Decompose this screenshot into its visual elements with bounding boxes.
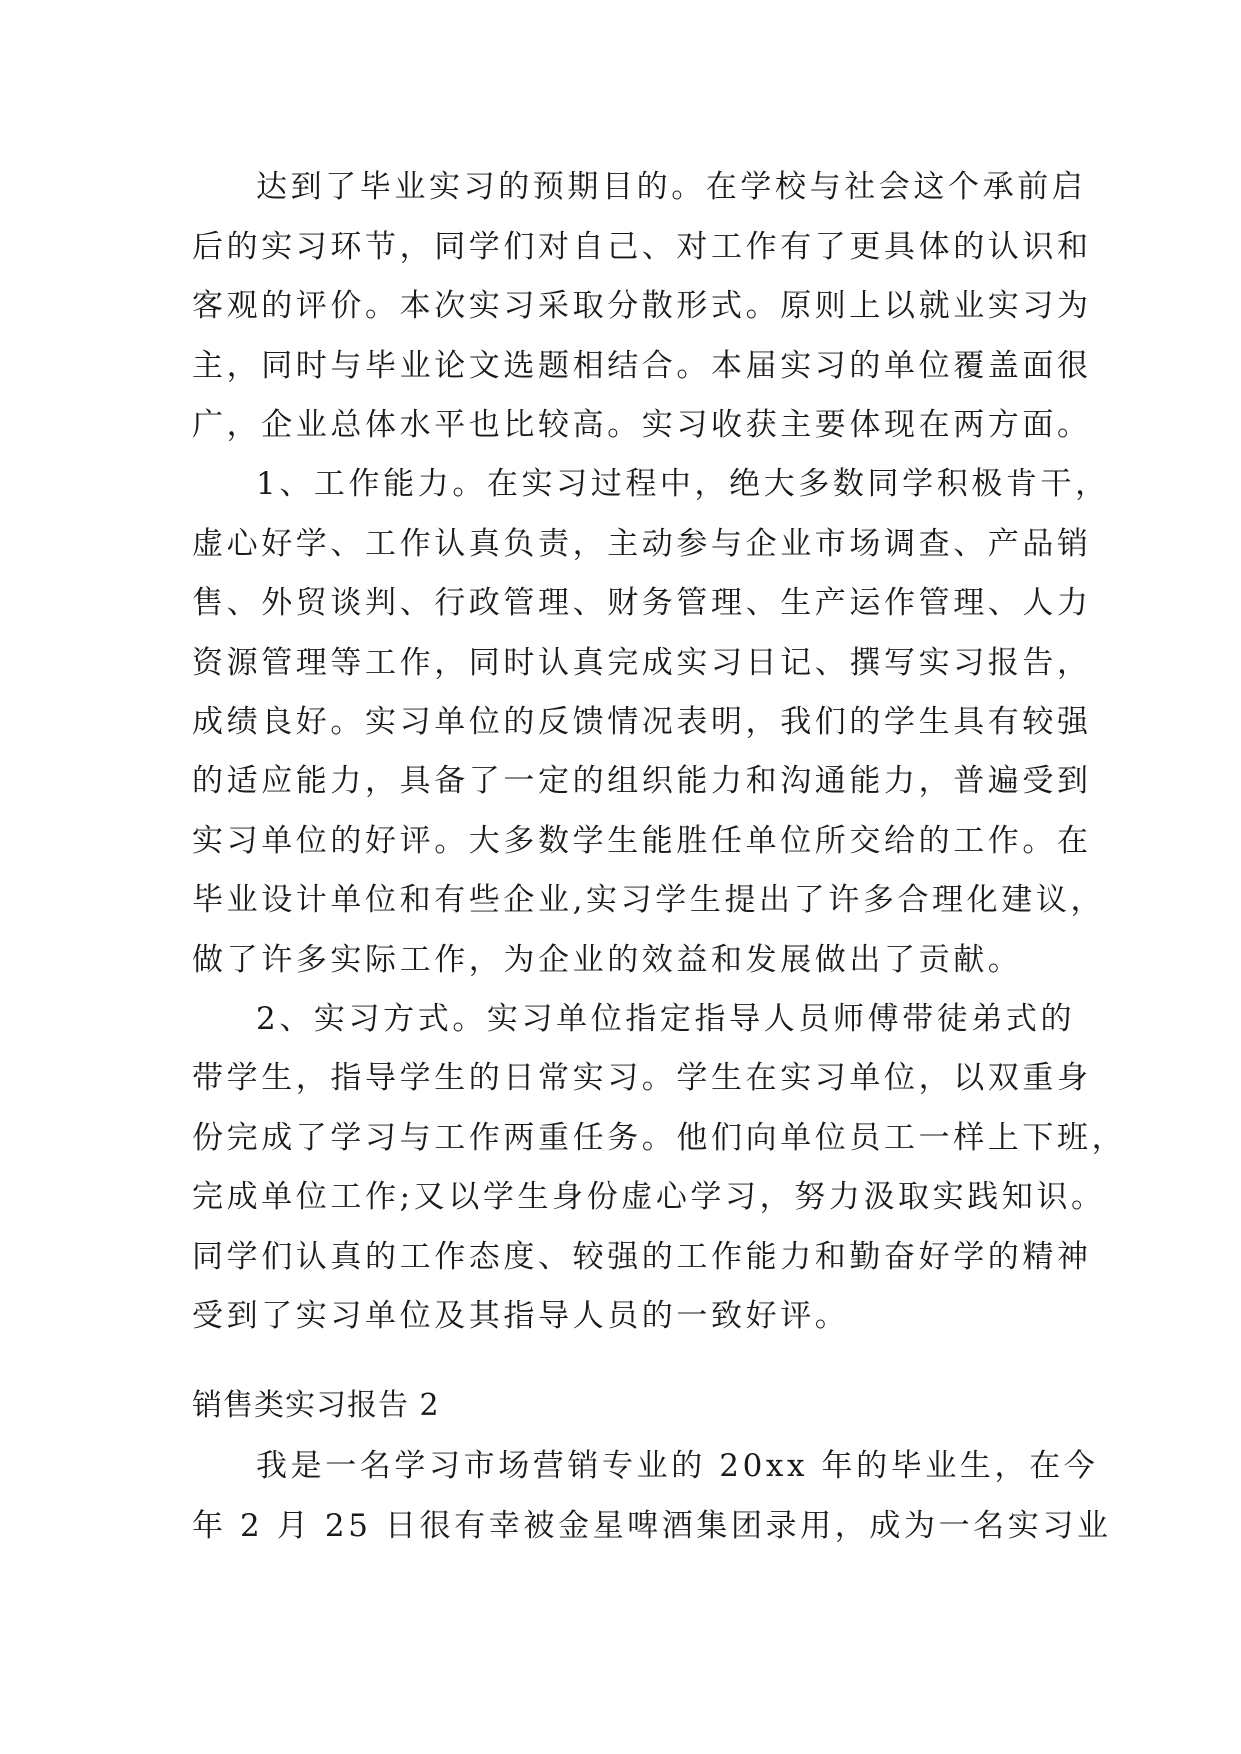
text-line: 我是一名学习市场营销专业的 20xx 年的毕业生，在今 bbox=[256, 1448, 1099, 1484]
text-line: 毕业设计单位和有些企业,实习学生提出了许多合理化建议， bbox=[192, 882, 1106, 918]
text-line: 做了许多实际工作，为企业的效益和发展做出了贡献。 bbox=[192, 942, 1023, 978]
text-line: 完成单位工作;又以学生身份虚心学习，努力汲取实践知识。 bbox=[192, 1179, 1106, 1215]
text-line: 虚心好学、工作认真负责，主动参与企业市场调查、产品销 bbox=[192, 526, 1092, 562]
text-line: 1、工作能力。在实习过程中，绝大多数同学积极肯干， bbox=[256, 466, 1110, 502]
section-heading: 销售类实习报告 2 bbox=[192, 1388, 440, 1423]
text-line: 实习单位的好评。大多数学生能胜任单位所交给的工作。在 bbox=[192, 823, 1092, 859]
text-line: 广，企业总体水平也比较高。实习收获主要体现在两方面。 bbox=[192, 407, 1092, 443]
text-line: 成绩良好。实习单位的反馈情况表明，我们的学生具有较强 bbox=[192, 704, 1092, 740]
text-line: 份完成了学习与工作两重任务。他们向单位员工一样上下班， bbox=[192, 1120, 1127, 1156]
text-line: 资源管理等工作，同时认真完成实习日记、撰写实习报告， bbox=[192, 645, 1092, 681]
text-line: 达到了毕业实习的预期目的。在学校与社会这个承前启 bbox=[256, 169, 1087, 205]
text-line: 2、实习方式。实习单位指定指导人员师傅带徒弟式的 bbox=[256, 1001, 1076, 1037]
text-line: 受到了实习单位及其指导人员的一致好评。 bbox=[192, 1298, 850, 1334]
text-line: 主，同时与毕业论文选题相结合。本届实习的单位覆盖面很 bbox=[192, 348, 1092, 384]
text-line: 年 2 月 25 日很有幸被金星啤酒集团录用，成为一名实习业 bbox=[192, 1508, 1112, 1544]
text-line: 售、外贸谈判、行政管理、财务管理、生产运作管理、人力 bbox=[192, 585, 1092, 621]
text-line: 的适应能力，具备了一定的组织能力和沟通能力，普遍受到 bbox=[192, 763, 1092, 799]
text-line: 带学生，指导学生的日常实习。学生在实习单位，以双重身 bbox=[192, 1060, 1092, 1096]
text-line: 同学们认真的工作态度、较强的工作能力和勤奋好学的精神 bbox=[192, 1239, 1092, 1275]
text-line: 客观的评价。本次实习采取分散形式。原则上以就业实习为 bbox=[192, 288, 1092, 324]
text-line: 后的实习环节，同学们对自己、对工作有了更具体的认识和 bbox=[192, 229, 1092, 265]
